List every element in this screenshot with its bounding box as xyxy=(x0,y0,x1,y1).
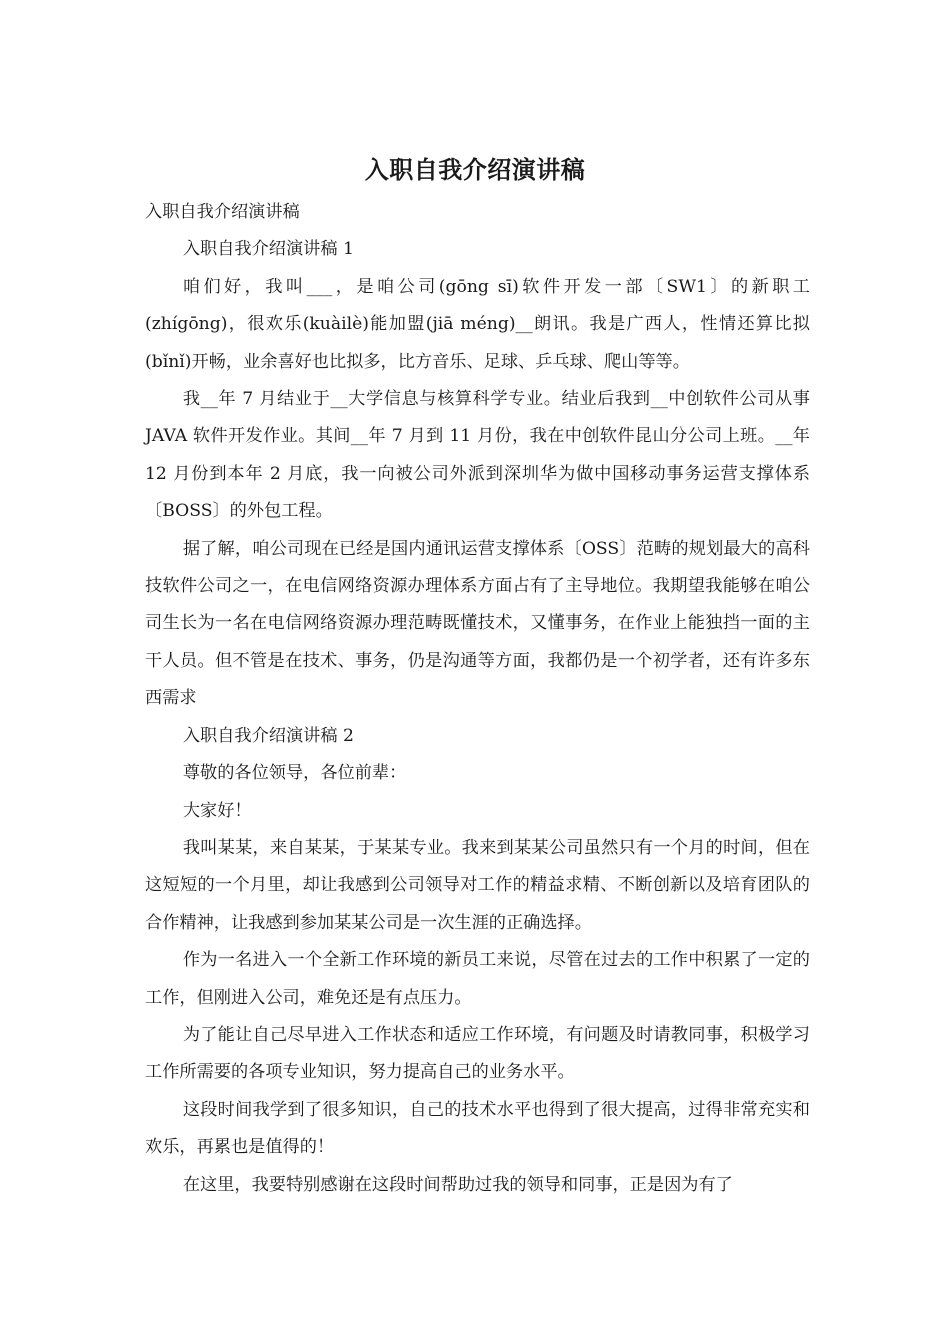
paragraph: 大家好！ xyxy=(182,800,252,821)
paragraph: 我叫某某，来自某某，于某某专业。我来到某某公司虽然只有一个月的时间，但在这短短的一个月里，却让我感到公司领导对工作的精益求精、不断创新以及培育团队的合作精神，让我感到参加某某公司是一次生涯的正确选择。 xyxy=(145,837,810,933)
document-title: 入职自我介绍演讲稿 xyxy=(364,156,586,184)
paragraph: 入职自我介绍演讲稿 2 xyxy=(182,725,354,746)
paragraph: 入职自我介绍演讲稿 1 xyxy=(182,239,354,260)
paragraph: 这段时间我学到了很多知识，自己的技术水平也得到了很大提高，过得非常充实和欢乐，再累也是值得的！ xyxy=(145,1099,810,1158)
paragraph: 入职自我介绍演讲稿 xyxy=(145,202,300,222)
paragraph: 咱们好，我叫___，是咱公司(gōng sī)软件开发一部〔SW1〕的新职工(zhígōng)，很欢乐(kuàilè)能加盟(jiā méng)__朗讯。我是广西人，性情还算比拟(bǐnǐ)开畅，业余喜好也比拟多，比方音乐、足球、乒乓球、爬山等等。 xyxy=(145,276,810,372)
paragraph: 作为一名进入一个全新工作环境的新员工来说，尽管在过去的工作中积累了一定的工作，但刚进入公司，难免还是有点压力。 xyxy=(145,950,810,1008)
paragraph: 据了解，咱公司现在已经是国内通讯运营支撑体系〔OSS〕范畴的规划最大的高科技软件公司之一，在电信网络资源办理体系方面占有了主导地位。我期望我能够在咱公司生长为一名在电信网络资源办理范畴既懂技术，又懂事务，在作业上能独挡一面的主干人员。但不管是在技术、事务，仍是沟通等方面，我都仍是一个初学者，还有许多东西需求 xyxy=(145,538,810,709)
paragraph: 为了能让自己尽早进入工作状态和适应工作环境，有问题及时请教同事，积极学习工作所需要的各项专业知识，努力提高自己的业务水平。 xyxy=(145,1024,810,1083)
paragraph: 在这里，我要特别感谢在这段时间帮助过我的领导和同事，正是因为有了 xyxy=(182,1174,733,1195)
document-body xyxy=(145,194,810,1204)
paragraph: 我__年 7 月结业于__大学信息与核算科学专业。结业后我到__中创软件公司从事 JAVA 软件开发作业。其间__年 7 月到 11 月份，我在中创软件昆山分公司上班。__年 12 月份到本年 2 月底，我一向被公司外派到深圳华为做中国移动事务运营支撑体系〔BOSS〕的外包工程。 xyxy=(145,389,810,522)
paragraph: 尊敬的各位领导，各位前辈： xyxy=(182,763,407,784)
